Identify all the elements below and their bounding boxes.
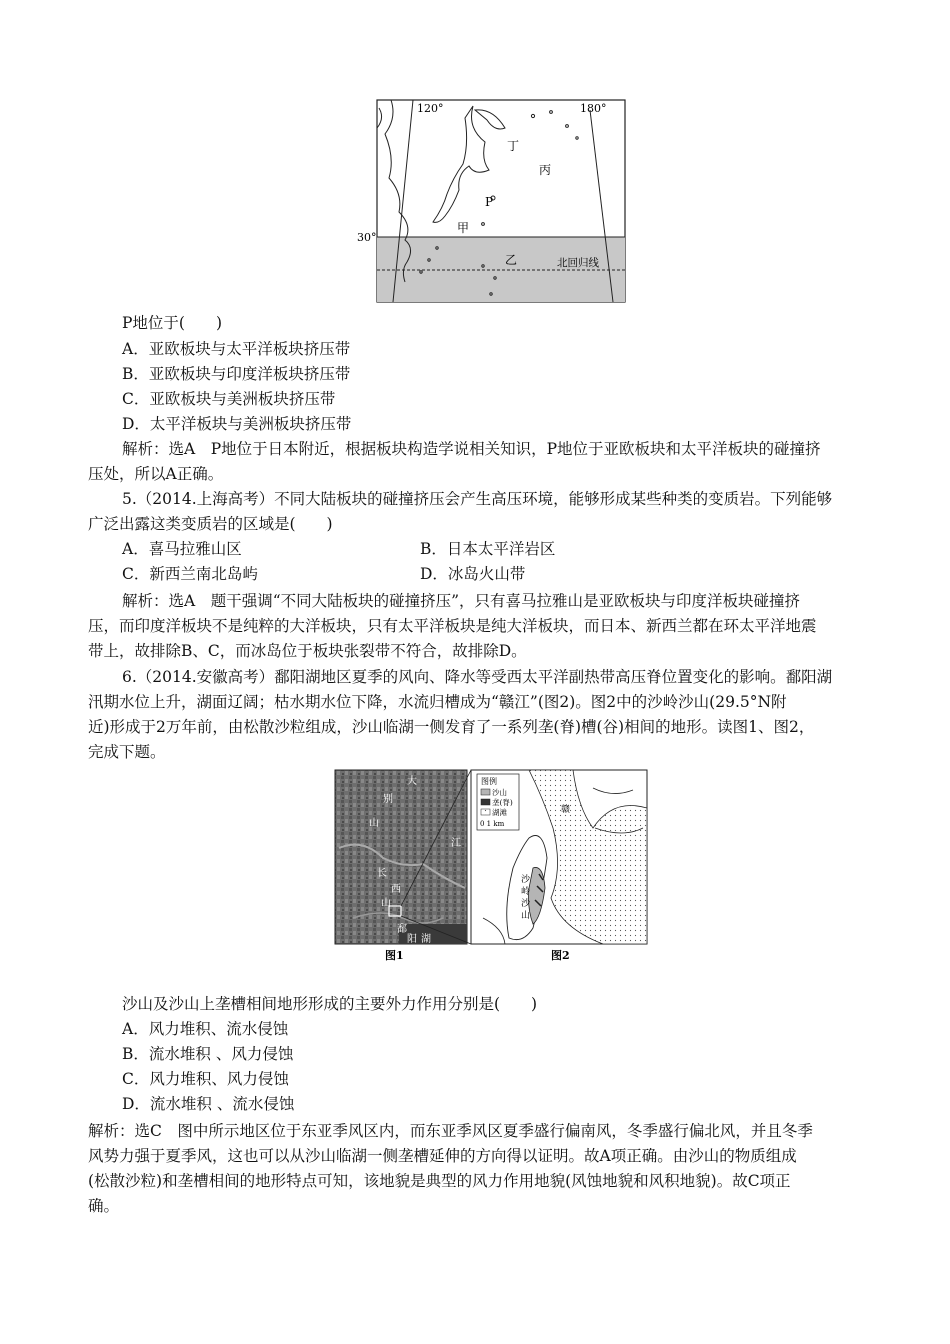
lat-30-label: 30° (357, 231, 377, 244)
label-jia: 甲 (457, 221, 470, 235)
map-figure-1 (355, 98, 630, 304)
label-tropic: 北回归线 (557, 257, 599, 269)
map-figure-1-2 (333, 768, 651, 964)
q6-stem-line-1: 6.（2014.安徽高考）鄱阳湖地区夏季的风向、降水等受西太平洋副热带高压脊位置变化的影响。鄱阳湖 (122, 668, 833, 686)
fig1-label-chang: 长 (377, 868, 387, 879)
label-p: P (485, 195, 494, 209)
fig1-label-da: 大 (407, 776, 417, 787)
q5-option-b: B．日本太平洋岩区 (420, 540, 556, 558)
q4-option-a: A．亚欧板块与太平洋板块挤压带 (122, 340, 351, 358)
fig1-label-shan: 山 (369, 818, 379, 829)
q5-option-c: C．新西兰南北岛屿 (122, 565, 258, 583)
q6-sub-stem: 沙山及沙山上垄槽相间地形形成的主要外力作用分别是( ) (122, 995, 538, 1013)
q5-option-a: A．喜马拉雅山区 (122, 540, 242, 558)
q4-analysis-line-1: 解析：选A P地位于日本附近，根据板块构造学说相关知识，P地位于亚欧板块和太平洋板块的碰撞挤 (122, 440, 821, 458)
fig1-label-bie: 别 (383, 794, 393, 805)
fig1-label-yang: 阳 (407, 934, 417, 945)
fig2-legend-beach: 湖滩 (492, 808, 507, 817)
fig2-label-shan: 山 (521, 911, 531, 921)
q4-option-c: C．亚欧板块与美洲板块挤压带 (122, 390, 336, 408)
lon-120-label: 120° (417, 102, 444, 115)
q6-stem-line-3: 近)形成于2万年前，由松散沙粒组成，沙山临湖一侧发育了一系列垄(脊)槽(谷)相间的地形。读图1、图2， (88, 718, 815, 736)
label-ding: 丁 (507, 139, 520, 153)
q4-option-d: D．太平洋板块与美洲板块挤压带 (122, 415, 352, 433)
fig1-label-po: 鄱 (397, 924, 407, 935)
fig2-caption: 图2 (551, 949, 570, 962)
q4-stem: P地位于( ) (122, 314, 223, 332)
q6-analysis-line-4: 确。 (88, 1197, 120, 1215)
fig2-label-gan: 赣 (561, 805, 571, 815)
q6-option-b: B．流水堆积 、风力侵蚀 (122, 1045, 294, 1063)
q5-analysis-line-1: 解析：选A 题干强调“不同大陆板块的碰撞挤压”，只有喜马拉雅山是亚欧板块与印度洋板块碰撞挤 (122, 592, 801, 610)
fig1-caption: 图1 (385, 949, 404, 962)
q6-stem-line-2: 汛期水位上升，湖面辽阔；枯水期水位下降，水流归槽成为“赣江”(图2)。图2中的沙岭沙山(29.5°N附 (88, 693, 787, 711)
q6-option-a: A．风力堆积、流水侵蚀 (122, 1020, 289, 1038)
fig2-label-sha1: 沙 (521, 875, 531, 885)
fig2-scale: 0 1 km (480, 820, 505, 828)
fig1-label-hu: 湖 (421, 934, 431, 945)
fig2-label-ling: 岭 (521, 887, 531, 897)
fig1-label-jiang: 江 (451, 838, 461, 849)
label-bing: 丙 (539, 163, 552, 177)
q4-analysis-line-2: 压处，所以A正确。 (88, 465, 224, 483)
lon-180-label: 180° (580, 102, 607, 115)
q5-option-d: D．冰岛火山带 (420, 565, 526, 583)
q4-option-b: B．亚欧板块与印度洋板块挤压带 (122, 365, 351, 383)
q6-analysis-line-1: 解析：选C 图中所示地区位于东亚季风区内，而东亚季风区夏季盛行偏南风，冬季盛行偏北风，并且冬季 (88, 1122, 813, 1140)
fig1-label-shan2: 山 (381, 898, 391, 909)
q6-option-c: C．风力堆积、风力侵蚀 (122, 1070, 289, 1088)
q6-analysis-line-3: (松散沙粒)和垄槽相间的地形特点可知，该地貌是典型的风力作用地貌(风蚀地貌和风积地貌)。故C项正 (88, 1172, 791, 1190)
fig2-legend-title: 图例 (481, 777, 497, 786)
q5-stem-line-1: 5.（2014.上海高考）不同大陆板块的碰撞挤压会产生高压环境，能够形成某些种类的变质岩。下列能够 (122, 490, 833, 508)
q5-analysis-line-3: 带上，故排除B、C，而冰岛位于板块张裂带不符合，故排除D。 (88, 642, 527, 660)
label-yi: 乙 (505, 253, 518, 267)
fig2-legend-sand: 沙山 (492, 788, 507, 797)
q5-analysis-line-2: 压，而印度洋板块不是纯粹的大洋板块，只有太平洋板块是纯大洋板块，而日本、新西兰都在环太平洋地震 (88, 617, 817, 635)
q5-stem-line-2: 广泛出露这类变质岩的区域是( ) (88, 515, 333, 533)
q6-stem-line-4: 完成下题。 (88, 743, 166, 761)
fig1-label-xi: 西 (391, 884, 401, 895)
fig2-legend-ridge: 垄(脊) (492, 798, 513, 807)
fig2-label-sha2: 沙 (521, 899, 531, 909)
q6-analysis-line-2: 风势力强于夏季风，这也可以从沙山临湖一侧垄槽延伸的方向得以证明。故A项正确。由沙山的物质组成 (88, 1147, 797, 1165)
q6-option-d: D．流水堆积 、流水侵蚀 (122, 1095, 295, 1113)
